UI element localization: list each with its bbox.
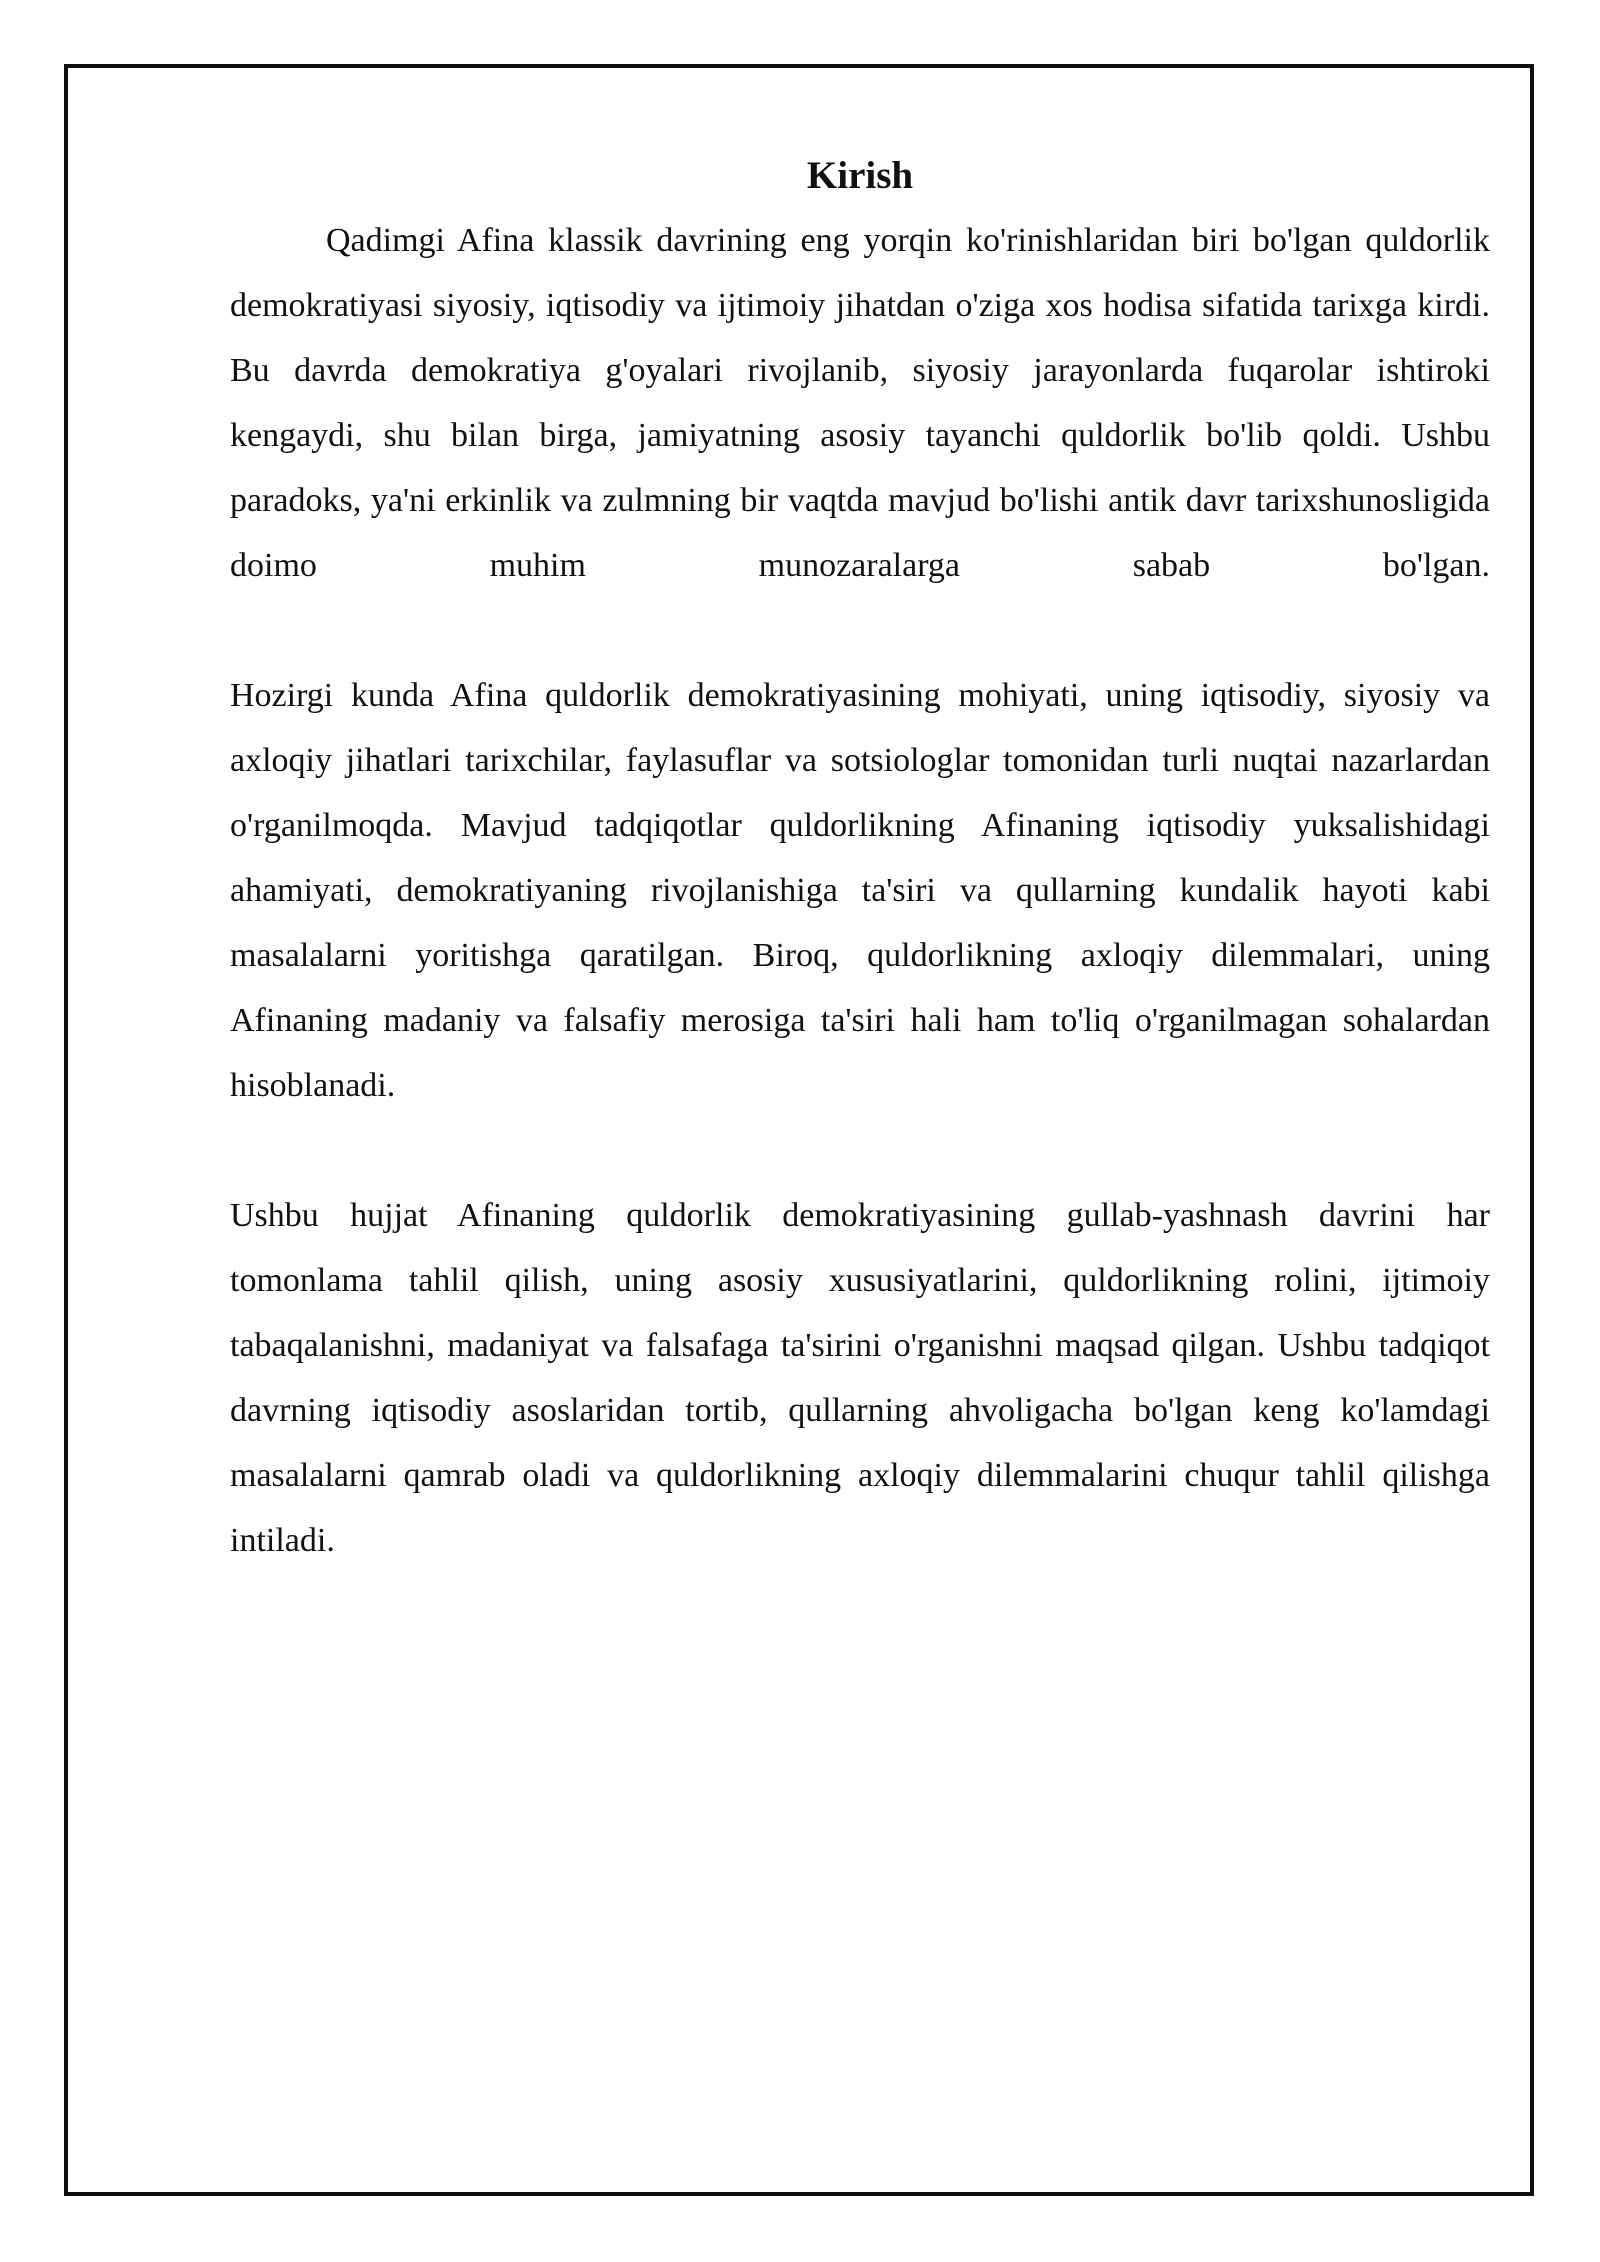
document-body: [230, 150, 1490, 1573]
paragraph-3: Ushbu hujjat Afinaning quldorlik demokratiyasining gullab-yashnash davrini har tomonlama tahlil qilish, uning asosiy xususiyatlarini, quldorlikning rolini, ijtimoiy tabaqalanishni, madaniyat va falsafaga ta'sirini o'rganishni maqsad qilgan. Ushbu tadqiqot davrning iqtisodiy asoslaridan tortib, qullarning ahvoligacha bo'lgan keng ko'lamdagi masalalarni qamrab oladi va quldorlikning axloqiy dilemmalarini chuqur tahlil qilishga intiladi.: [230, 1197, 1490, 1559]
page-title: Kirish: [806, 154, 914, 197]
paragraph-1: Qadimgi Afina klassik davrining eng yorqin ko'rinishlaridan biri bo'lgan quldorlik demokratiyasi siyosiy, iqtisodiy va ijtimoiy jihatdan o'ziga xos hodisa sifatida tarixga kirdi. Bu davrda demokratiya g'oyalari rivojlanib, siyosiy jarayonlarda fuqarolar ishtiroki kengaydi, shu bilan birga, jamiyatning asosiy tayanchi quldorlik bo'lib qoldi. Ushbu paradoks, ya'ni erkinlik va zulmning bir vaqtda mavjud bo'lishi antik davr tarixshunosligida doimo muhim munozaralarga sabab bo'lgan.: [230, 222, 1490, 584]
paragraph-2: Hozirgi kunda Afina quldorlik demokratiyasining mohiyati, uning iqtisodiy, siyosiy va axloqiy jihatlari tarixchilar, faylasuflar va sotsiologlar tomonidan turli nuqtai nazarlardan o'rganilmoqda. Mavjud tadqiqotlar quldorlikning Afinaning iqtisodiy yuksalishidagi ahamiyati, demokratiyaning rivojlanishiga ta'siri va qullarning kundalik hayoti kabi masalalarni yoritishga qaratilgan. Biroq, quldorlikning axloqiy dilemmalari, uning Afinaning madaniy va falsafiy merosiga ta'siri hali ham to'liq o'rganilmagan sohalardan hisoblanadi.: [230, 677, 1490, 1104]
